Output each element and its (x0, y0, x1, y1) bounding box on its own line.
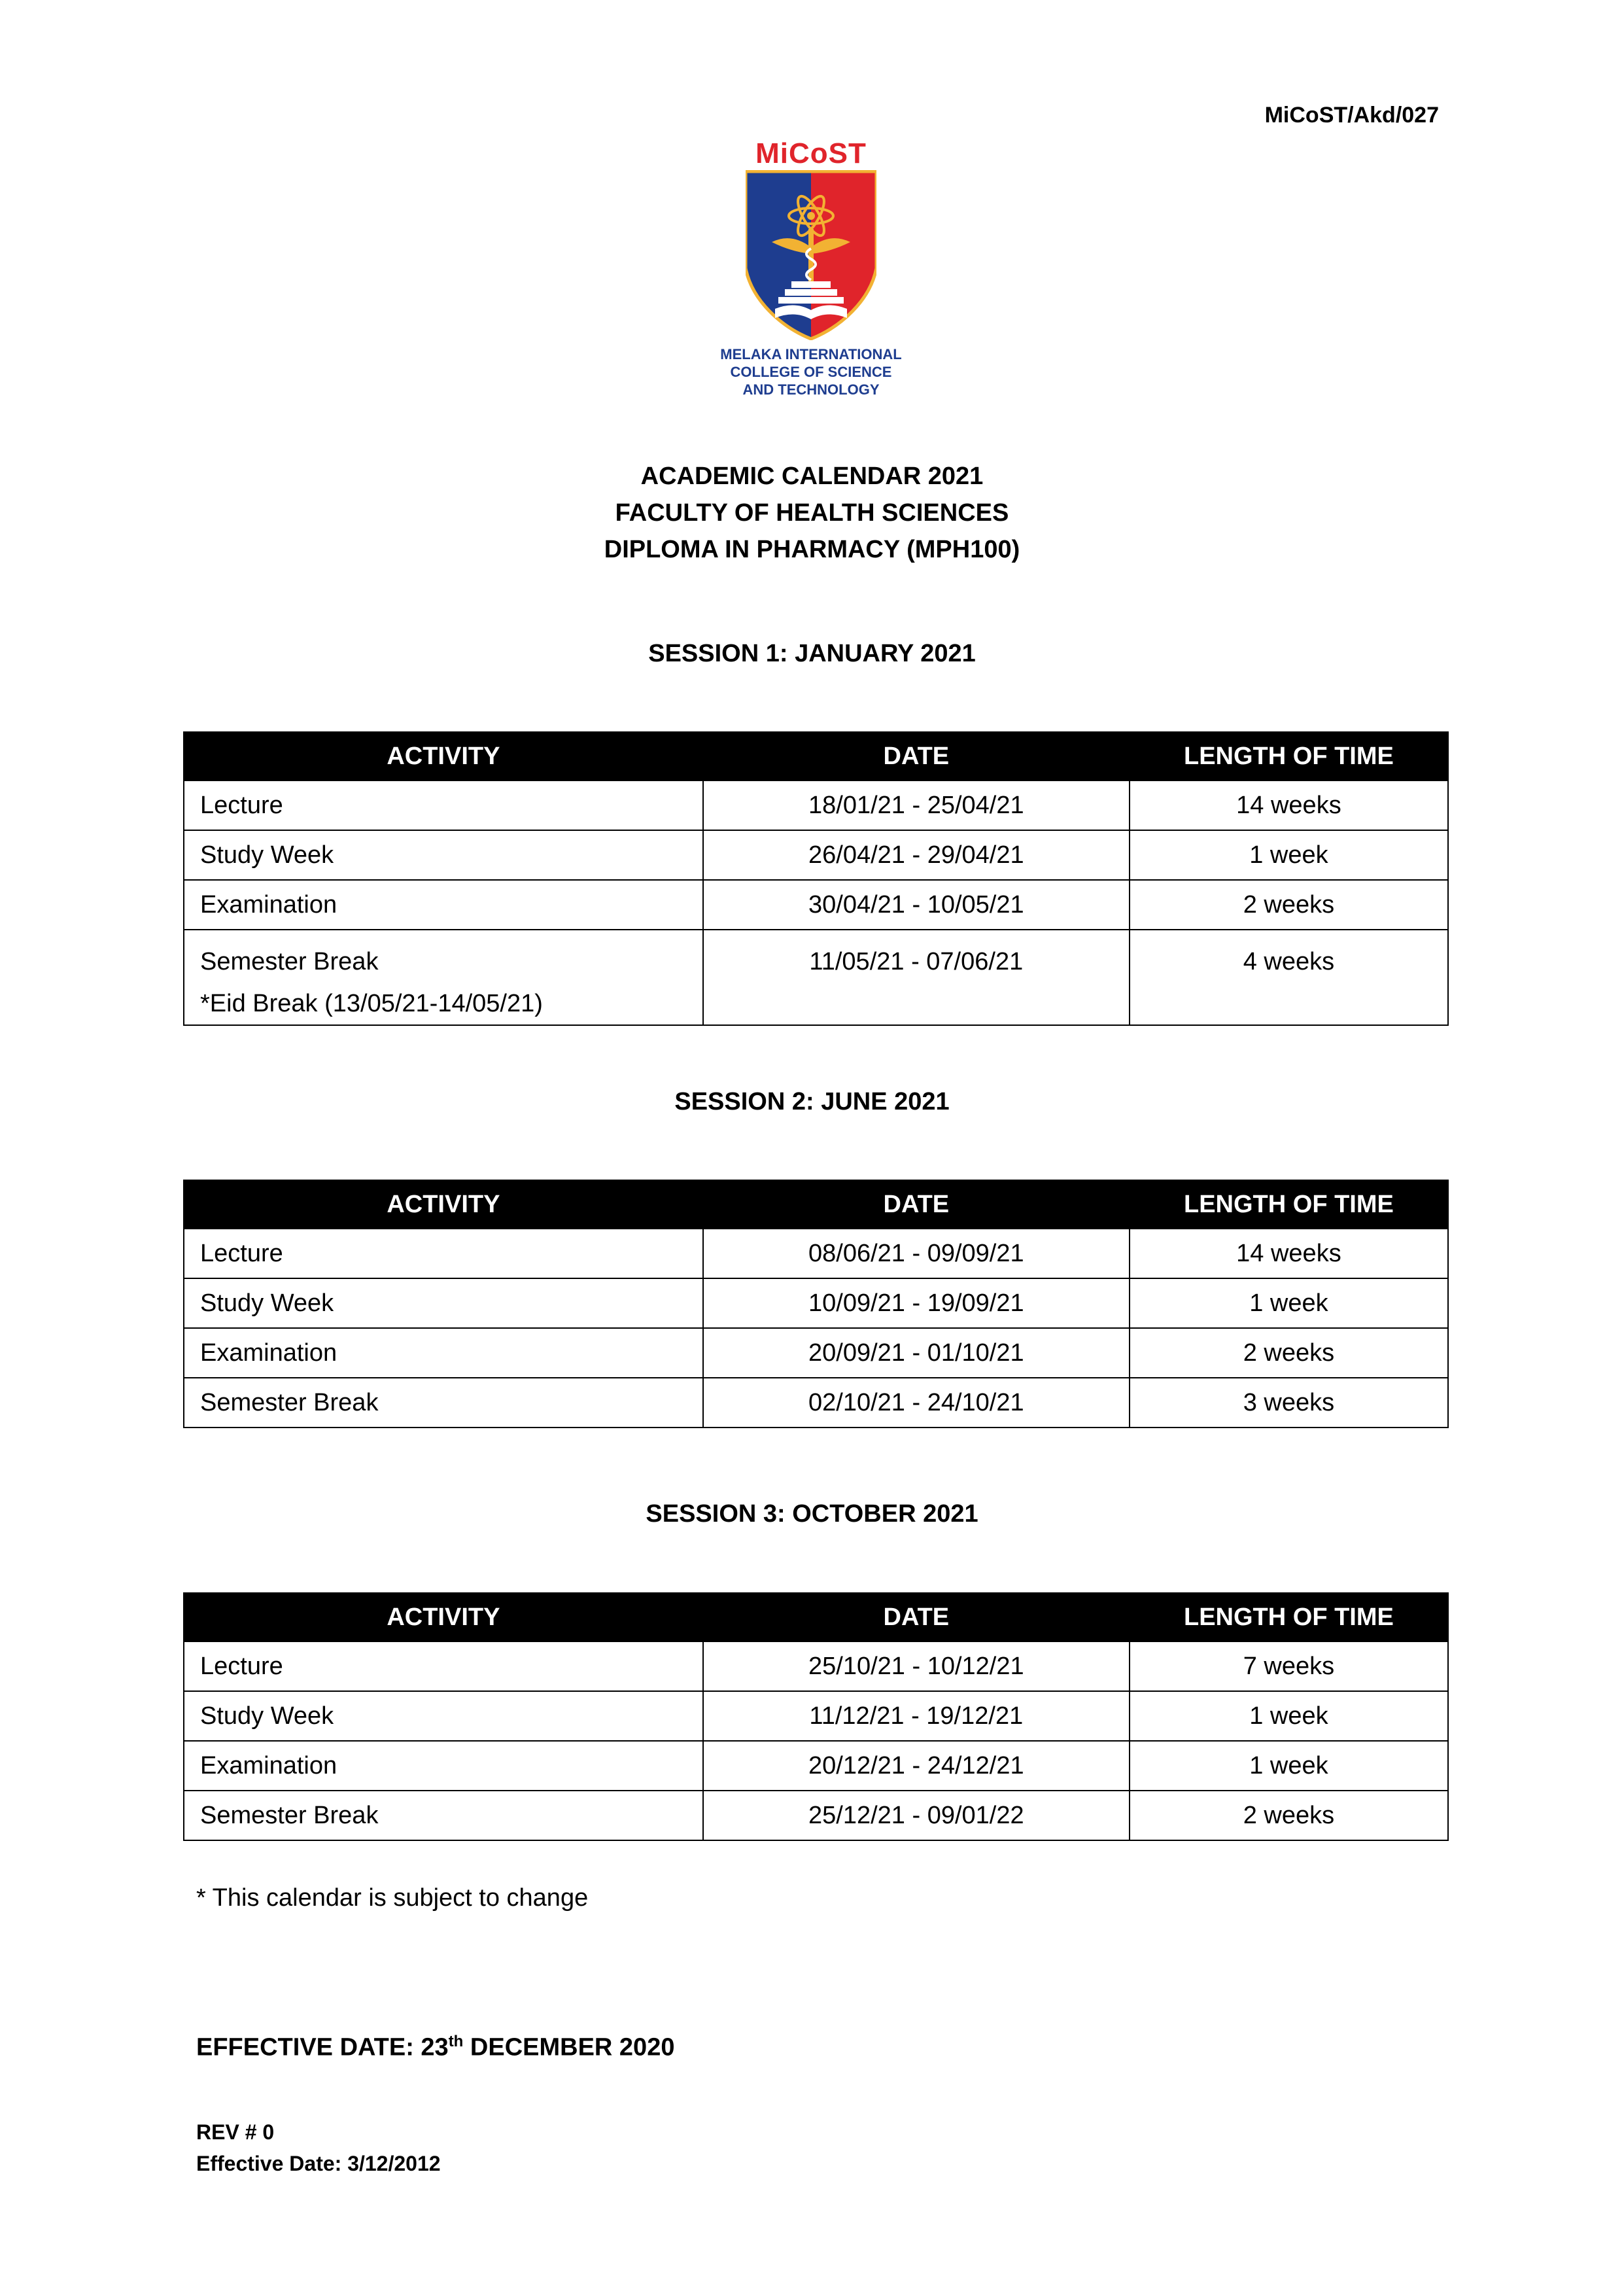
effective-date-ordinal: th (448, 2033, 464, 2050)
activity-cell: Study Week (184, 1691, 703, 1741)
date-cell: 25/10/21 - 10/12/21 (703, 1641, 1130, 1691)
length-cell: 1 week (1130, 1278, 1448, 1328)
college-logo (693, 137, 929, 402)
table-row (184, 780, 1448, 830)
activity-label: Semester Break (200, 948, 379, 975)
logo-caption-line: COLLEGE OF SCIENCE (730, 364, 892, 380)
document-title (0, 458, 1624, 568)
activity-cell: Lecture (184, 1641, 703, 1691)
column-header-date: DATE (703, 732, 1130, 780)
column-header-date: DATE (703, 1593, 1130, 1641)
table-header-row (184, 1180, 1448, 1229)
length-cell: 2 weeks (1130, 1791, 1448, 1840)
length-cell: 14 weeks (1130, 780, 1448, 830)
shield-crest-icon (746, 170, 876, 340)
effective-date-heading (196, 2033, 674, 2062)
length-cell: 14 weeks (1130, 1229, 1448, 1278)
session-table (183, 1592, 1449, 1841)
column-header-activity: ACTIVITY (184, 1180, 703, 1229)
table-row (184, 930, 1448, 1025)
title-line: ACADEMIC CALENDAR 2021 (640, 463, 984, 490)
logo-caption (693, 345, 929, 398)
column-header-date: DATE (703, 1180, 1130, 1229)
length-cell: 2 weeks (1130, 1328, 1448, 1378)
table-header-row (184, 1593, 1448, 1641)
column-header-activity: ACTIVITY (184, 1593, 703, 1641)
title-line: FACULTY OF HEALTH SCIENCES (615, 499, 1009, 527)
table-row (184, 1691, 1448, 1741)
activity-cell: Semester Break (184, 1791, 703, 1840)
date-cell: 25/12/21 - 09/01/22 (703, 1791, 1130, 1840)
session-heading: SESSION 1: JANUARY 2021 (648, 640, 976, 667)
length-cell: 4 weeks (1130, 930, 1448, 1025)
logo-wordmark: MiCoST (755, 137, 867, 169)
activity-cell: Examination (184, 1741, 703, 1791)
column-header-length: LENGTH OF TIME (1130, 1593, 1448, 1641)
date-cell: 18/01/21 - 25/04/21 (703, 780, 1130, 830)
effective-date-prefix: EFFECTIVE DATE: 23 (196, 2033, 449, 2061)
length-cell: 3 weeks (1130, 1378, 1448, 1428)
session-table (183, 1180, 1449, 1428)
column-header-length: LENGTH OF TIME (1130, 1180, 1448, 1229)
document-reference: MiCoST/Akd/027 (1264, 103, 1439, 128)
effective-date-suffix: DECEMBER 2020 (463, 2033, 675, 2061)
session-table (183, 731, 1449, 1026)
activity-cell: Study Week (184, 1278, 703, 1328)
calendar-note: * This calendar is subject to change (196, 1884, 589, 1912)
session-heading: SESSION 2: JUNE 2021 (674, 1088, 950, 1115)
table-row (184, 1741, 1448, 1791)
activity-note: *Eid Break (13/05/21-14/05/21) (200, 990, 543, 1017)
date-cell: 02/10/21 - 24/10/21 (703, 1378, 1130, 1428)
table-row (184, 1278, 1448, 1328)
date-cell: 20/09/21 - 01/10/21 (703, 1328, 1130, 1378)
column-header-activity: ACTIVITY (184, 732, 703, 780)
length-cell: 1 week (1130, 1691, 1448, 1741)
date-cell: 10/09/21 - 19/09/21 (703, 1278, 1130, 1328)
length-cell: 2 weeks (1130, 880, 1448, 930)
activity-cell (184, 930, 703, 1025)
activity-cell: Examination (184, 880, 703, 930)
table-row (184, 1229, 1448, 1278)
session-heading: SESSION 3: OCTOBER 2021 (646, 1500, 978, 1528)
table-row (184, 1641, 1448, 1691)
table-row (184, 1378, 1448, 1428)
activity-cell: Study Week (184, 830, 703, 880)
date-cell: 08/06/21 - 09/09/21 (703, 1229, 1130, 1278)
table-row (184, 880, 1448, 930)
revision-footer (196, 2116, 441, 2179)
activity-cell: Semester Break (184, 1378, 703, 1428)
table-row (184, 1791, 1448, 1840)
revision-effective-date: Effective Date: 3/12/2012 (196, 2152, 441, 2175)
date-cell: 20/12/21 - 24/12/21 (703, 1741, 1130, 1791)
length-cell: 7 weeks (1130, 1641, 1448, 1691)
revision-number: REV # 0 (196, 2120, 275, 2144)
activity-cell: Lecture (184, 1229, 703, 1278)
date-cell: 26/04/21 - 29/04/21 (703, 830, 1130, 880)
table-header-row (184, 732, 1448, 780)
column-header-length: LENGTH OF TIME (1130, 732, 1448, 780)
table-row (184, 830, 1448, 880)
date-cell: 30/04/21 - 10/05/21 (703, 880, 1130, 930)
logo-caption-line: AND TECHNOLOGY (742, 381, 880, 398)
date-cell: 11/12/21 - 19/12/21 (703, 1691, 1130, 1741)
activity-cell: Examination (184, 1328, 703, 1378)
length-cell: 1 week (1130, 830, 1448, 880)
logo-caption-line: MELAKA INTERNATIONAL (720, 346, 902, 362)
activity-cell: Lecture (184, 780, 703, 830)
date-cell: 11/05/21 - 07/06/21 (703, 930, 1130, 1025)
length-cell: 1 week (1130, 1741, 1448, 1791)
table-row (184, 1328, 1448, 1378)
title-line: DIPLOMA IN PHARMACY (MPH100) (604, 536, 1020, 563)
